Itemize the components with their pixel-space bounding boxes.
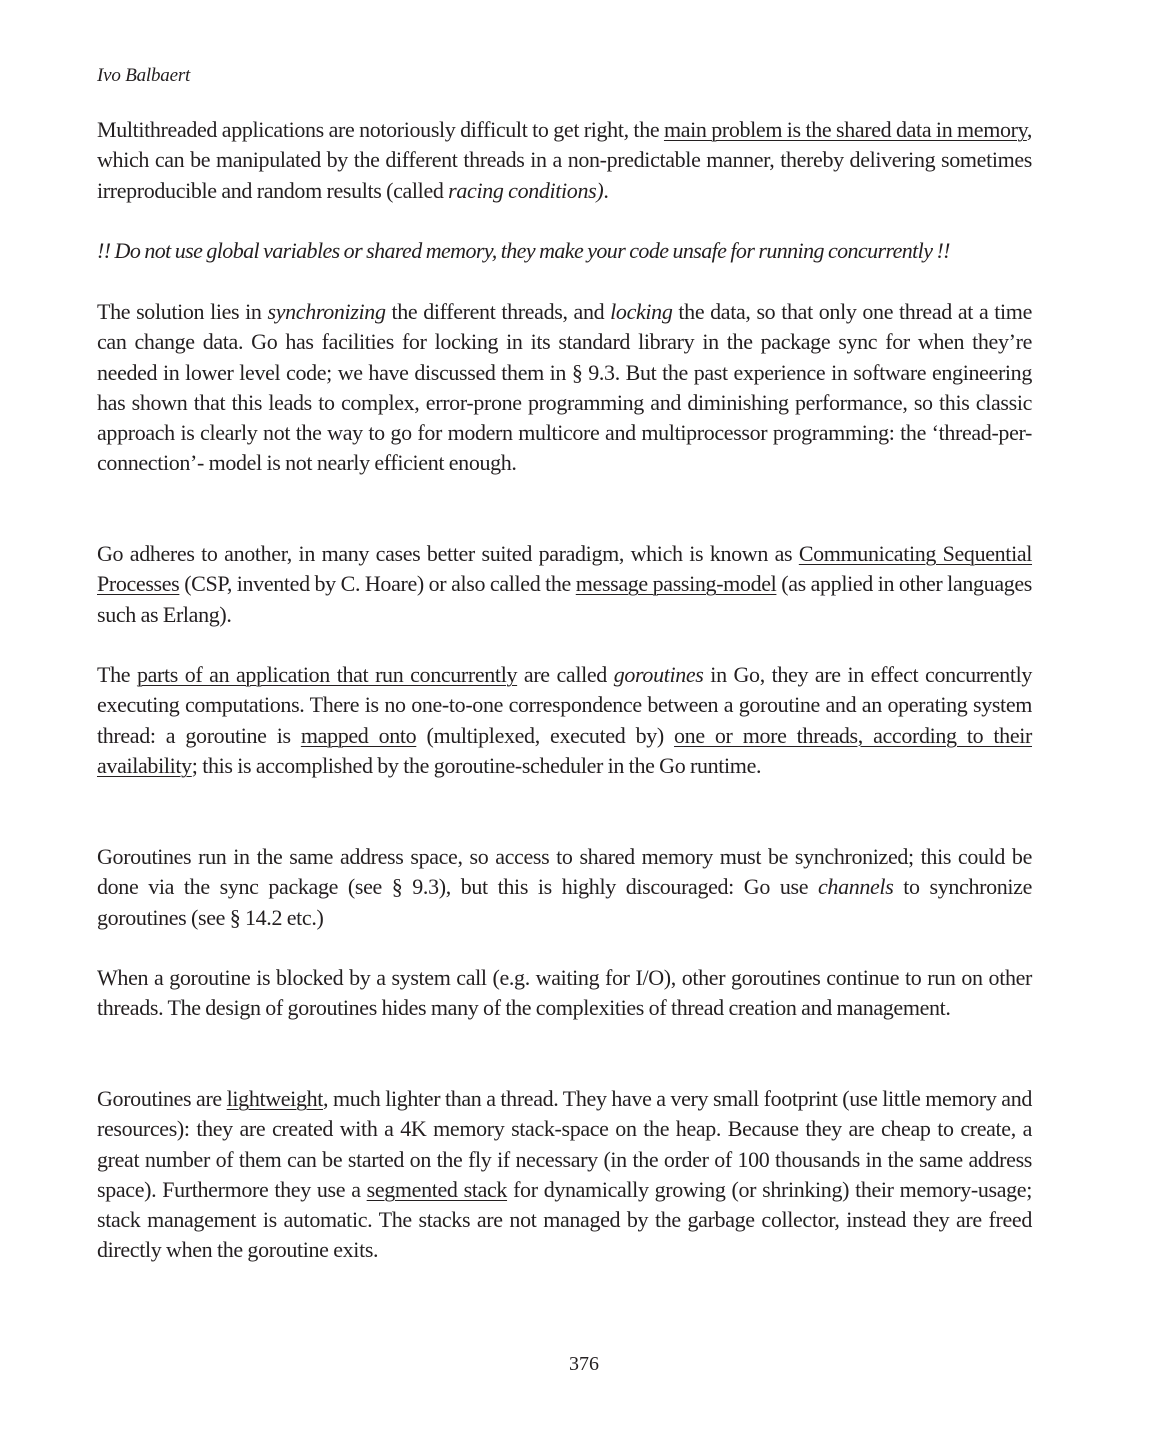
paragraph-csp-paradigm [97, 539, 1032, 630]
text-run: (as applied in other languages such as Erlang). [97, 571, 1033, 627]
underlined-emphasis: mapped onto [300, 722, 417, 748]
text-run: Goroutines run in the same address space, so access to shared memory must be synchronized; this could be done via the sync package (see § 9.3), but this is highly discouraged: Go use [97, 844, 1032, 900]
italic-term: racing conditions) [448, 177, 604, 203]
paragraph-blocked-goroutine [97, 963, 1032, 1024]
text-run: The solution lies in [97, 299, 268, 324]
italic-term: locking [610, 299, 673, 324]
italic-term: channels [818, 874, 894, 900]
text-run: in Go, they are in effect concurrently executing computations. There is no one-to-one correspondence between a goroutine and an operating system thread: a goroutine is [97, 662, 1033, 748]
text-run: Go adheres to another, in many cases better suited paradigm, which is known as [97, 541, 799, 566]
text-run: Multithreaded applications are notoriously difficult to get right, the [97, 117, 664, 142]
text-run: When a goroutine is blocked by a system call (e.g. waiting for I/O), other goroutines continue to run on other threads. The design of goroutines hides many of the complexities of thread creation and management. [97, 965, 1032, 1021]
text-run: are called [517, 662, 614, 687]
text-run: for dynamically growing (or shrinking) their memory-usage; stack management is automatic. The stacks are not managed by the garbage collector, instead they are freed directly when the goroutine exits. [97, 1176, 1032, 1263]
paragraph-warning-global-variables [97, 236, 1032, 266]
underlined-emphasis: segmented stack [366, 1176, 508, 1202]
paragraph-shared-address-space [97, 842, 1032, 933]
text-run: the data, so that only one thread at a time can change data. Go has facilities for locking in its standard library in the package sync for when they’re needed in lower level code; we have discussed them in § 9.3. But the past experience in software engineering has shown that this leads to complex, error-prone programming and diminishing performance, so this classic approach is clearly not the way to go for modern multicore and multiprocessor programming: the ‘thread-per-connection’- model is not nearly efficient enough. [97, 299, 1032, 476]
underlined-emphasis: Communicating Sequential Processes [97, 541, 1033, 597]
text-run: !! Do not use global variables or shared memory, they make your code unsafe for running concurrently !! [97, 238, 950, 263]
text-run: The [97, 662, 137, 687]
underlined-emphasis: message passing-model [575, 571, 777, 597]
text-run: the different threads, and [385, 299, 611, 324]
text-run: , which can be manipulated by the different threads in a non-predictable manner, thereby delivering sometimes irreproducible and random results (called [97, 117, 1032, 203]
italic-term: goroutines [613, 662, 704, 687]
page-number: 376 [569, 1353, 599, 1375]
paragraph-goroutines-definition [97, 660, 1032, 781]
paragraph-multithreading-problem [97, 115, 1032, 206]
text-run: , much lighter than a thread. They have a very small footprint (use little memory and resources): they are created with a 4K memory stack-space on the heap. Because they are cheap to create, a great number of them can be started on the fly if necessary (in the order of 100 thousands in the same address space). Furthermore they use a [97, 1086, 1032, 1202]
running-head-author: Ivo Balbaert [97, 65, 191, 86]
paragraph-synchronization-solution [97, 297, 1032, 479]
paragraph-lightweight-goroutines [97, 1084, 1032, 1266]
underlined-emphasis: parts of an application that run concurrently [136, 662, 518, 687]
text-run: to synchronize goroutines (see § 14.2 etc.) [97, 874, 1032, 930]
underlined-emphasis: main problem is the shared data in memory [663, 117, 1027, 142]
text-run: (multiplexed, executed by) [416, 722, 675, 748]
text-run: Goroutines are [97, 1086, 227, 1111]
text-run: ; this is accomplished by the goroutine-scheduler in the Go runtime. [191, 752, 762, 778]
text-run: (CSP, invented by C. Hoare) or also called the [179, 571, 576, 597]
text-run: . [603, 177, 609, 203]
italic-term: synchronizing [267, 299, 386, 324]
underlined-emphasis: one or more threads, according to their availability [97, 722, 1032, 778]
underlined-emphasis: lightweight [226, 1086, 324, 1111]
